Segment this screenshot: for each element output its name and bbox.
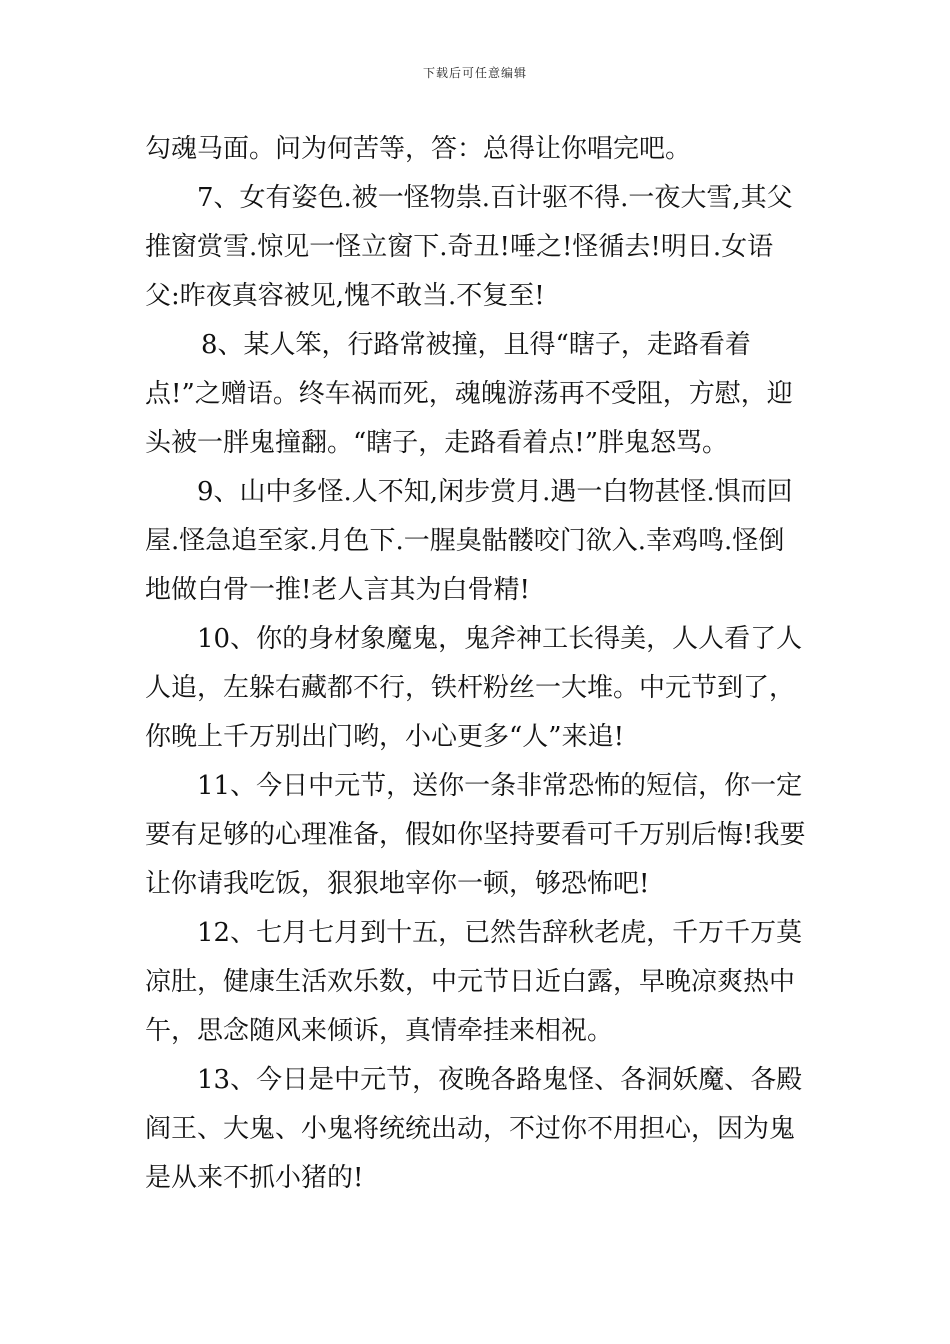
- text-line: 你晚上千万别出门哟，小心更多“人”来追!: [145, 722, 625, 752]
- document-body: [145, 129, 810, 1207]
- text-line: 7、女有姿色.被一怪物祟.百计驱不得.一夜大雪,其父: [197, 183, 793, 213]
- text-line: 人追，左躲右藏都不行，铁杆粉丝一大堆。中元节到了，: [145, 673, 796, 703]
- text-line: 午，思念随风来倾诉，真情牵挂来相祝。: [145, 1016, 614, 1046]
- text-line: 点!”之赠语。终车祸而死，魂魄游荡再不受阻，方慰，迎: [145, 379, 793, 409]
- page-header: 下载后可任意编辑: [422, 66, 527, 80]
- text-line: 9、山中多怪.人不知,闲步赏月.遇一白物甚怪.惧而回: [197, 477, 793, 507]
- text-line: 要有足够的心理准备，假如你坚持要看可千万别后悔!我要: [145, 820, 806, 850]
- text-line: 推窗赏雪.惊见一怪立窗下.奇丑!唾之!怪循去!明日.女语: [145, 232, 774, 262]
- text-line: 13、今日是中元节，夜晚各路鬼怪、各洞妖魔、各殿: [197, 1065, 803, 1095]
- text-line: 勾魂马面。问为何苦等，答：总得让你唱完吧。: [145, 134, 692, 164]
- text-line: 10、你的身材象魔鬼，鬼斧神工长得美，人人看了人: [197, 624, 803, 654]
- text-line: 阎王、大鬼、小鬼将统统出动，不过你不用担心，因为鬼: [145, 1114, 796, 1144]
- text-line: 是从来不抓小猪的!: [145, 1163, 364, 1193]
- text-line: 屋.怪急追至家.月色下.一腥臭骷髅咬门欲入.幸鸡鸣.怪倒: [145, 526, 785, 556]
- text-line: 12、七月七月到十五，已然告辞秋老虎，千万千万莫: [197, 918, 803, 948]
- text-line: 凉肚，健康生活欢乐数，中元节日近白露，早晚凉爽热中: [145, 967, 796, 997]
- text-line: 父:昨夜真容被见,愧不敢当.不复至!: [145, 281, 545, 311]
- text-line: 8、某人笨，行路常被撞，且得“瞎子，走路看着: [201, 330, 751, 360]
- text-line: 地做白骨一推!老人言其为白骨精!: [145, 575, 530, 605]
- text-line: 头被一胖鬼撞翻。“瞎子，走路看着点!”胖鬼怒骂。: [145, 428, 729, 458]
- text-line: 让你请我吃饭，狠狠地宰你一顿，够恐怖吧!: [145, 869, 650, 899]
- text-line: 11、今日中元节，送你一条非常恐怖的短信，你一定: [197, 771, 803, 801]
